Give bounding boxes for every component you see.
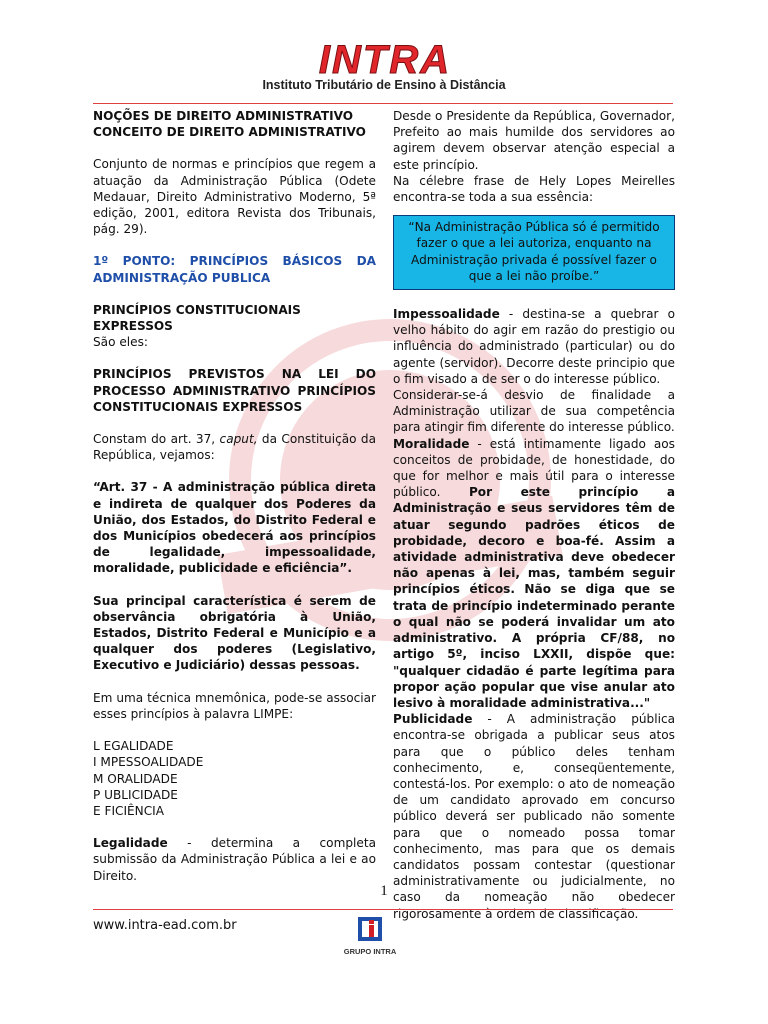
header-rule <box>93 103 673 104</box>
website-link[interactable]: www.intra-ead.com.br <box>93 918 237 933</box>
limpe-item: M ORALIDADE <box>93 771 178 786</box>
publicidade-label: Publicidade <box>393 712 473 727</box>
limpe-item: L EGALIDADE <box>93 739 174 754</box>
limpe-item: P UBLICIDADE <box>93 787 178 802</box>
hely-quote: “Na Administração Pública só é permitido fazer o que a lei autoriza, enquanto na Administração privada é possível fazer o que a lei não proíbe.” <box>408 220 660 283</box>
ponto-heading: 1º PONTO: PRINCÍPIOS BÁSICOS DA ADMINISTRAÇÃO PUBLICA <box>93 254 376 285</box>
art37-quote: “Art. 37 - A administração pública direta e indireta de qualquer dos Poderes da União, dos Estados, do Distrito Federal e dos Municípios obedecerá aos princípios de legalidade, impessoalidade, moralidade, publicidade e eficiência”. <box>93 480 376 576</box>
legalidade-text: - determina a completa submissão da Administração Pública a lei e ao Direito. <box>93 836 376 883</box>
limpe-item: E FICIÊNCIA <box>93 803 164 818</box>
limpe-item: I MPESSOALIDADE <box>93 755 204 770</box>
impessoalidade-label: Impessoalidade <box>393 307 500 322</box>
left-column <box>93 108 376 884</box>
impessoalidade-paragraph <box>393 306 675 387</box>
presidente-paragraph: Desde o Presidente da República, Governador, Prefeito ao mais humilde dos servidores ao agirem devem observar atenção especial a este princípio. <box>393 109 675 172</box>
expressos-heading: PRINCÍPIOS CONSTITUCIONAIS EXPRESSOS <box>93 302 301 334</box>
hely-quote-box <box>393 215 675 290</box>
legalidade-label: Legalidade <box>93 836 168 851</box>
grupo-icon <box>357 916 383 942</box>
right-column <box>393 108 675 922</box>
constam-text-b: da Constituição da República, vejamos: <box>93 432 376 463</box>
logo-text: INTRA <box>318 40 452 80</box>
moralidade-paragraph <box>393 436 675 711</box>
intra-logo <box>292 40 478 80</box>
caracteristica-paragraph: Sua principal característica é serem de observância obrigatória à União, Estados, Distrito Federal e Município e a qualquer dos poderes (Legislativo, Executivo e Judiciário) dessas pessoas. <box>93 593 376 673</box>
constam-paragraph <box>93 431 376 463</box>
section-title: NOÇÕES DE DIREITO ADMINISTRATIVO <box>93 109 354 123</box>
moralidade-label: Moralidade <box>393 436 470 451</box>
publicidade-text: - A administração pública encontra-se obrigada a publicar seus atos para que o público deles tenham conhecimento, e, conseqüentemente, contestá-los. Por exemplo: o ato de nomeação de um candidato aprovado em concurso público deverá ser publicado não somente para que o nomeado possa tomar conhecimento, mas para que os demais candidatos possam contestar (questionar administrativamente ou judicialmente, no caso da nomeação não obedecer rigorosamente à ordem de classificação. <box>393 712 675 921</box>
grupo-label: GRUPO INTRA <box>343 947 397 956</box>
institute-subtitle: Instituto Tributário de Ensino à Distância <box>262 78 506 92</box>
sao-eles-text: São eles: <box>93 335 148 350</box>
moralidade-text: - está intimamente ligado aos conceitos de probidade, de honestidade, do que for melhor e mais útil para o interesse público. <box>393 436 675 500</box>
hely-paragraph: Na célebre frase de Hely Lopes Meirelles encontra-se toda a sua essência: <box>393 173 675 205</box>
impessoalidade-text: - destina-se a quebrar o velho hábito do agir em razão do prestigio ou influência do administrado (particular) ou do agente (servidor). Decorre deste principio que o fim visado a de ser o do interesse público. <box>393 307 675 386</box>
desvio-paragraph: Considerar-se-á desvio de finalidade a Administração utilizar de sua competência para atingir fim diferente do interesse público. <box>393 388 675 435</box>
grupo-intra-logo <box>340 916 400 956</box>
mnemonica-paragraph: Em uma técnica mnemônica, pode-se associar esses princípios à palavra LIMPE: <box>93 690 376 721</box>
previstos-heading: PRINCÍPIOS PREVISTOS NA LEI DO PROCESSO ADMINISTRATIVO PRINCÍPIOS CONSTITUCIONAIS EXPRESSOS <box>93 367 376 414</box>
footer-rule <box>93 909 673 910</box>
constam-text-a: Constam do art. 37, <box>93 432 220 447</box>
concept-paragraph: Conjunto de normas e princípios que regem a atuação da Administração Pública (Odete Medauar, Direito Administrativo Moderno, 5ª edição, 2001, editora Revista dos Tribunais, pág. 29). <box>93 157 376 237</box>
concept-title: CONCEITO DE DIREITO ADMINISTRATIVO <box>93 125 366 140</box>
caput-text: caput, <box>219 432 258 447</box>
moralidade-bold-text: Por este princípio a Administração e seus servidores têm de atuar segundo padrões éticos de probidade, decoro e boa-fé. Assim a atividade administrativa deve obedecer não apenas à lei, mas, também seguir princípios éticos. Não se diga que se trata de princípio indeterminado perante o qual não se poderá invalidar um ato administrativo. A própria CF/88, no artigo 5º, inciso LXXII, dispõe que: "qualquer cidadão é parte legítima para propor ação popular que vise anular ato lesivo à moralidade administrativa..." <box>393 485 675 710</box>
legalidade-paragraph <box>93 835 376 884</box>
page-number: 1 <box>380 883 388 899</box>
